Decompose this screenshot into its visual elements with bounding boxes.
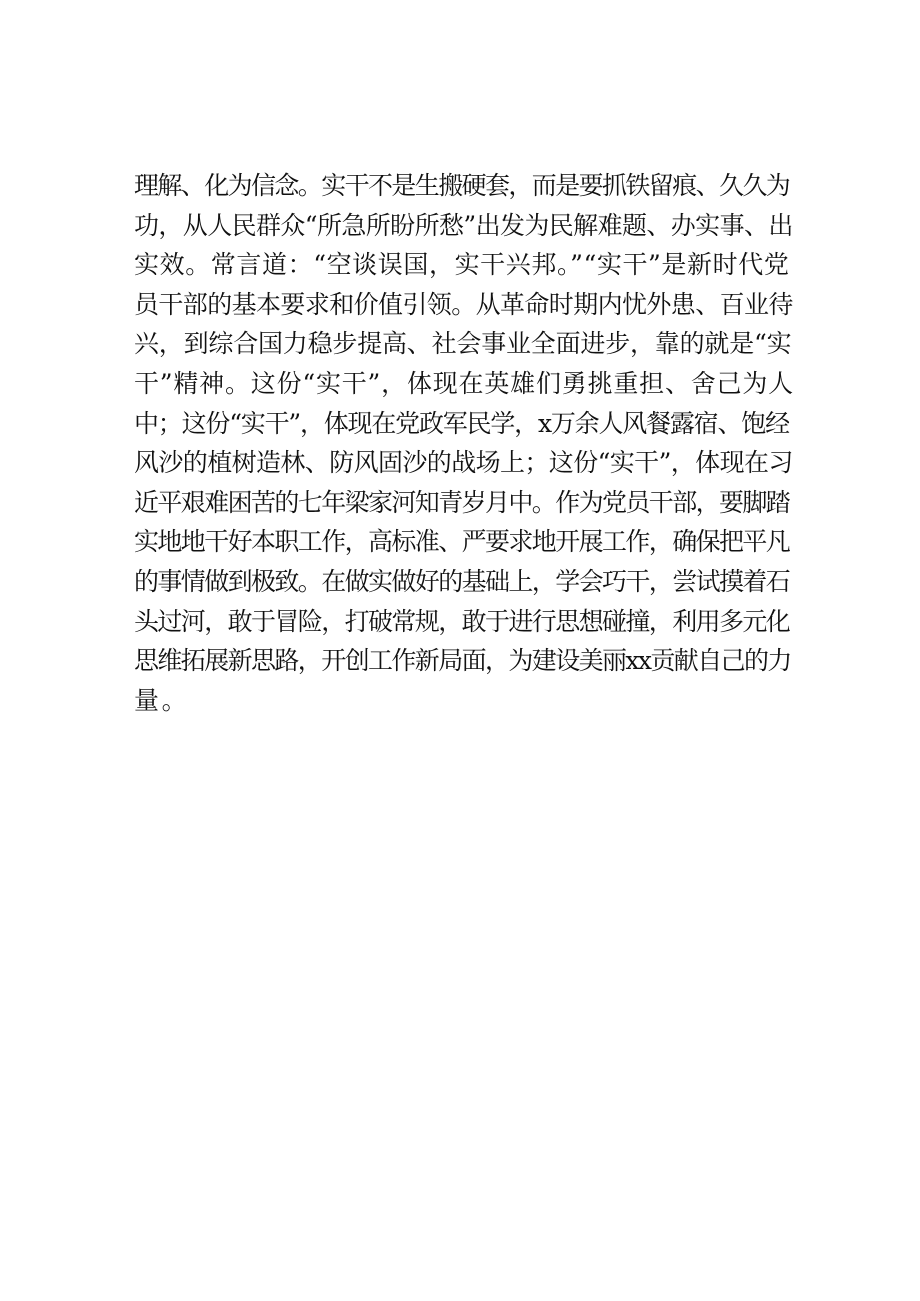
text-line: 思维拓展新思路，开创工作新局面，为建设美丽xx贡献自己的力 [134,646,791,676]
text-line: 理解、化为信念。实干不是生搬硬套，而是要抓铁留痕、久久为 [134,171,790,200]
text-line: 风沙的植树造林、防风固沙的战场上；这份“实干”，体现在习 [134,448,793,478]
text-line: 近平艰难困苦的七年梁家河知青岁月中。作为党员干部，要脚踏 [134,487,790,517]
text-line: 功，从人民群众“所急所盼所愁”出发为民解难题、办实事、出 [134,210,793,240]
text-line: 员干部的基本要求和价值引领。从革命时期内忧外患、百业待 [134,289,793,319]
text-line: 量。 [134,685,190,715]
text-line: 干”精神。这份“实干”，体现在英雄们勇挑重担、舍己为人 [134,368,794,398]
text-line: 头过河，敢于冒险，打破常规，敢于进行思想碰撞，利用多元化 [134,606,790,636]
text-line: 实地地干好本职工作，高标准、严要求地开展工作，确保把平凡 [134,527,790,557]
text-line: 中；这份“实干”，体现在党政军民学，x万余人风餐露宿、饱经 [134,408,789,438]
text-line: 兴，到综合国力稳步提高、社会事业全面进步，靠的就是“实 [134,329,792,359]
text-line: 实效。常言道：“空谈误国，实干兴邦。”“实干”是新时代党 [134,250,790,280]
text-line: 的事情做到极致。在做实做好的基础上，学会巧干，尝试摸着石 [134,566,790,596]
body-paragraph [134,166,794,720]
